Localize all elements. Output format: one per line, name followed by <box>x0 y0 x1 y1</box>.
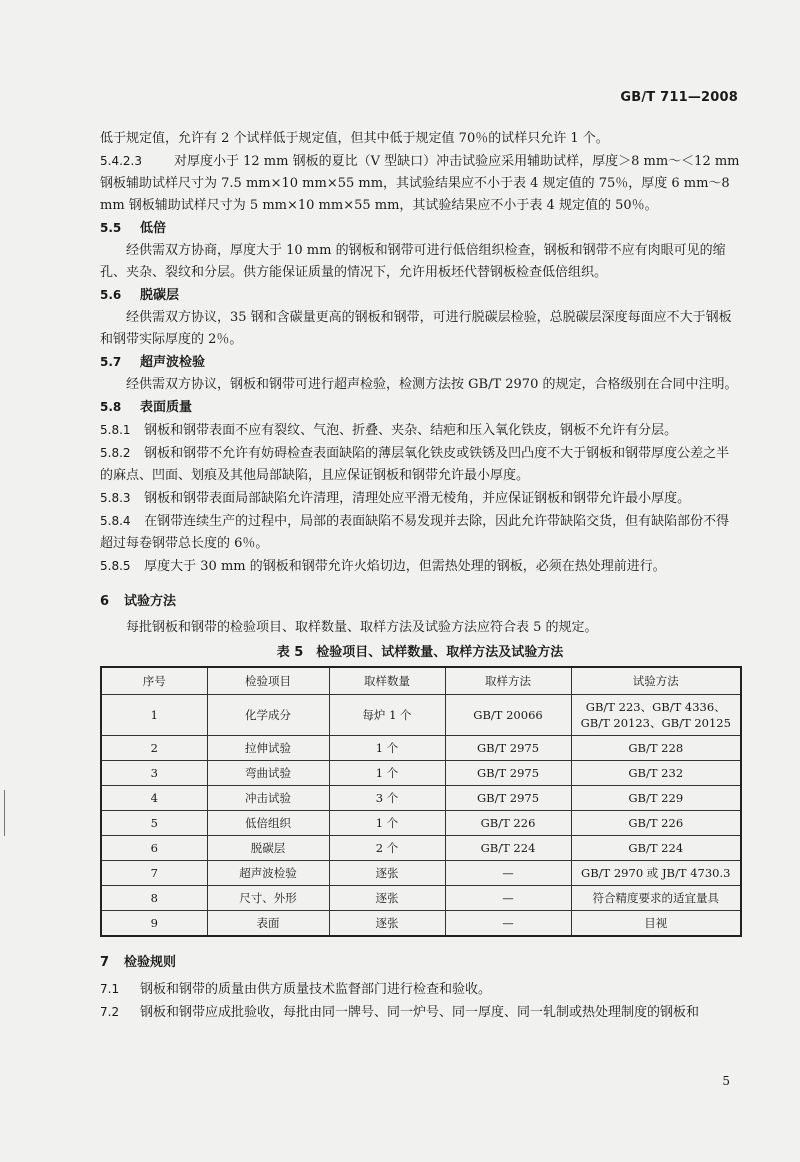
clause-5-8-4: 5.8.4 在钢带连续生产的过程中，局部的表面缺陷不易发现并去除，因此允许带缺陷交货，但有缺陷部份不得超过每卷钢带总长度的 6％。 <box>100 514 730 551</box>
clause-5-8-5: 5.8.5 厚度大于 30 mm 的钢板和钢带允许火焰切边，但需热处理的钢板，必须在热处理前进行。 <box>100 559 666 574</box>
clause-5-8-2: 5.8.2 钢板和钢带不允许有妨碍检查表面缺陷的薄层氧化铁皮或铁锈及凹凸度不大于钢板和钢带厚度公差之半的麻点、凹面、划痕及其他局部缺陷，且应保证钢板和钢带允许最小厚度。 <box>100 446 730 483</box>
col-header: 取样数量 <box>329 667 445 695</box>
col-header: 试验方法 <box>571 667 741 695</box>
table-row: 8 尺寸、外形 逐张 — 符合精度要求的适宜量具 <box>101 886 741 911</box>
table-row: 6 脱碳层 2 个 GB/T 224 GB/T 224 <box>101 836 741 861</box>
standard-number-header: GB/T 711—2008 <box>620 90 738 105</box>
col-header: 检验项目 <box>207 667 329 695</box>
table-5-caption: 表 5 检验项目、试样数量、取样方法及试验方法 <box>276 645 564 660</box>
scan-edge-mark <box>4 790 5 836</box>
section-heading-5-5: 5.5 低倍 <box>100 221 167 236</box>
clause-7-2: 7.2 钢板和钢带应成批验收，每批由同一牌号、同一炉号、同一厚度、同一轧制或热处理制度的钢板和 <box>100 1005 700 1020</box>
section-heading-5-6: 5.6 脱碳层 <box>100 288 180 303</box>
clause-7-1: 7.1 钢板和钢带的质量由供方质量技术监督部门进行检查和验收。 <box>100 982 492 997</box>
chapter-6-text: 每批钢板和钢带的检验项目、取样数量、取样方法及试验方法应符合表 5 的规定。 <box>126 620 598 635</box>
col-header: 序号 <box>101 667 207 695</box>
page-number: 5 <box>722 1074 730 1088</box>
section-text-5-6: 经供需双方协议，35 钢和含碳量更高的钢板和钢带，可进行脱碳层检验，总脱碳层深度每面应不大于钢板和钢带实际厚度的 2％。 <box>100 310 732 347</box>
test-method-cell: GB/T 223、GB/T 4336、 GB/T 20123、GB/T 20125 <box>571 695 741 736</box>
section-text-5-7: 经供需双方协议，钢板和钢带可进行超声检验，检测方法按 GB/T 2970 的规定，合格级别在合同中注明。 <box>126 377 738 392</box>
chapter-6-heading: 6 试验方法 <box>100 594 177 609</box>
section-text-5-5: 经供需双方协商，厚度大于 10 mm 的钢板和钢带可进行低倍组织检查，钢板和钢带不应有肉眼可见的缩孔、夹杂、裂纹和分层。供方能保证质量的情况下，允许用板坯代替钢板检查低倍组织。 <box>100 243 726 280</box>
table-row: 9 表面 逐张 — 目视 <box>101 911 741 937</box>
clause-number: 5.4.2.3 <box>100 154 142 168</box>
section-heading-5-8: 5.8 表面质量 <box>100 400 193 415</box>
table-row: 5 低倍组织 1 个 GB/T 226 GB/T 226 <box>101 811 741 836</box>
chapter-7-heading: 7 检验规则 <box>100 955 177 970</box>
table-row: 2 拉伸试验 1 个 GB/T 2975 GB/T 228 <box>101 736 741 761</box>
clause-5-4-2-3 <box>100 150 740 217</box>
table-header-row <box>101 667 741 695</box>
table-row: 7 超声波检验 逐张 — GB/T 2970 或 JB/T 4730.3 <box>101 861 741 886</box>
main-content <box>100 128 740 1024</box>
clause-5-8-1: 5.8.1 钢板和钢带表面不应有裂纹、气泡、折叠、夹杂、结疤和压入氧化铁皮，钢板不允许有分层。 <box>100 423 678 438</box>
table-row: 3 弯曲试验 1 个 GB/T 2975 GB/T 232 <box>101 761 741 786</box>
table-5 <box>100 666 742 937</box>
clause-text: 对厚度小于 12 mm 钢板的夏比（V 型缺口）冲击试验应采用辅助试样，厚度＞8 mm～＜12 mm 钢板辅助试样尺寸为 7.5 mm×10 mm×55 mm，其试验结果应不小于表 4 规定值的 75％，厚度 6 mm～8 mm 钢板辅助试样尺寸为 5 mm×10 mm×55 mm，其试验结果应不小于表 4 规定值的 50％。 <box>100 154 740 213</box>
table-row: 4 冲击试验 3 个 GB/T 2975 GB/T 229 <box>101 786 741 811</box>
col-header: 取样方法 <box>445 667 571 695</box>
clause-5-8-3: 5.8.3 钢板和钢带表面局部缺陷允许清理，清理处应平滑无棱角，并应保证钢板和钢带允许最小厚度。 <box>100 491 691 506</box>
section-heading-5-7: 5.7 超声波检验 <box>100 355 206 370</box>
table-row: 1 化学成分 每炉 1 个 GB/T 20066 GB/T 223、GB/T 4336、 GB/T 20123、GB/T 20125 <box>101 695 741 736</box>
paragraph-continuation: 低于规定值，允许有 2 个试样低于规定值，但其中低于规定值 70％的试样只允许 1 个。 <box>100 131 609 146</box>
